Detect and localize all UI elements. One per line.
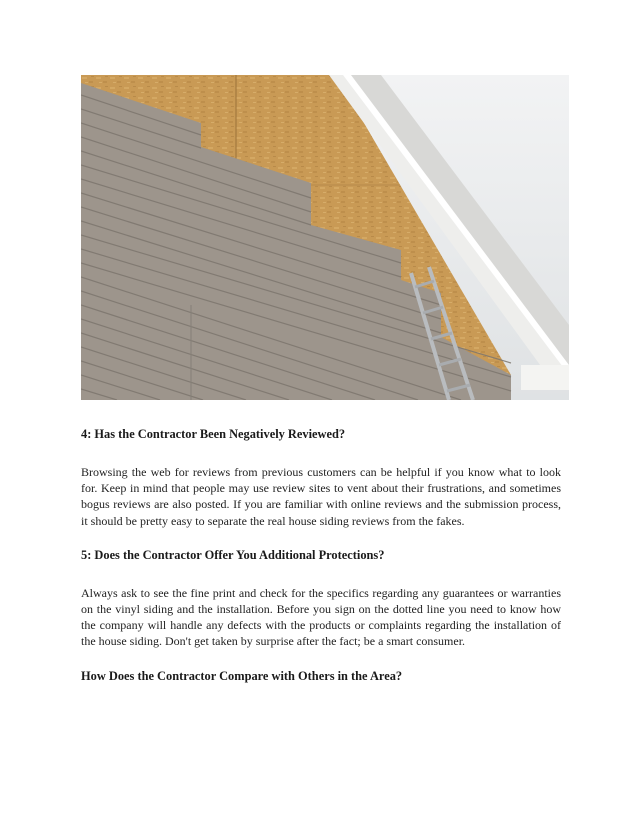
siding-photo-illustration xyxy=(81,75,569,400)
section-heading-protections: 5: Does the Contractor Offer You Additional Protections? xyxy=(81,547,385,562)
article-body xyxy=(81,426,561,684)
section-heading-reviews: 4: Has the Contractor Been Negatively Reviewed? xyxy=(81,427,346,441)
section-body-reviews: Browsing the web for reviews from previous customers can be helpful if you know what to look for. Keep in mind that people may use review sites to vent about their frustrations, and sometimes bogus reviews are also posted. If you are familiar with online reviews and the submission process, it should be pretty easy to separate the real house siding reviews from the fakes. xyxy=(81,465,561,528)
siding-photo xyxy=(81,75,569,400)
section-heading-compare: How Does the Contractor Compare with Others in the Area? xyxy=(81,668,403,683)
section-body-protections: Always ask to see the fine print and check for the specifics regarding any guarantees or warranties on the vinyl siding and the installation. Before you sign on the dotted line you need to know how the company will handle any defects with the products or complaints regarding the installation of the house siding. Don't get taken by surprise after the fact; be a smart consumer. xyxy=(81,585,561,649)
